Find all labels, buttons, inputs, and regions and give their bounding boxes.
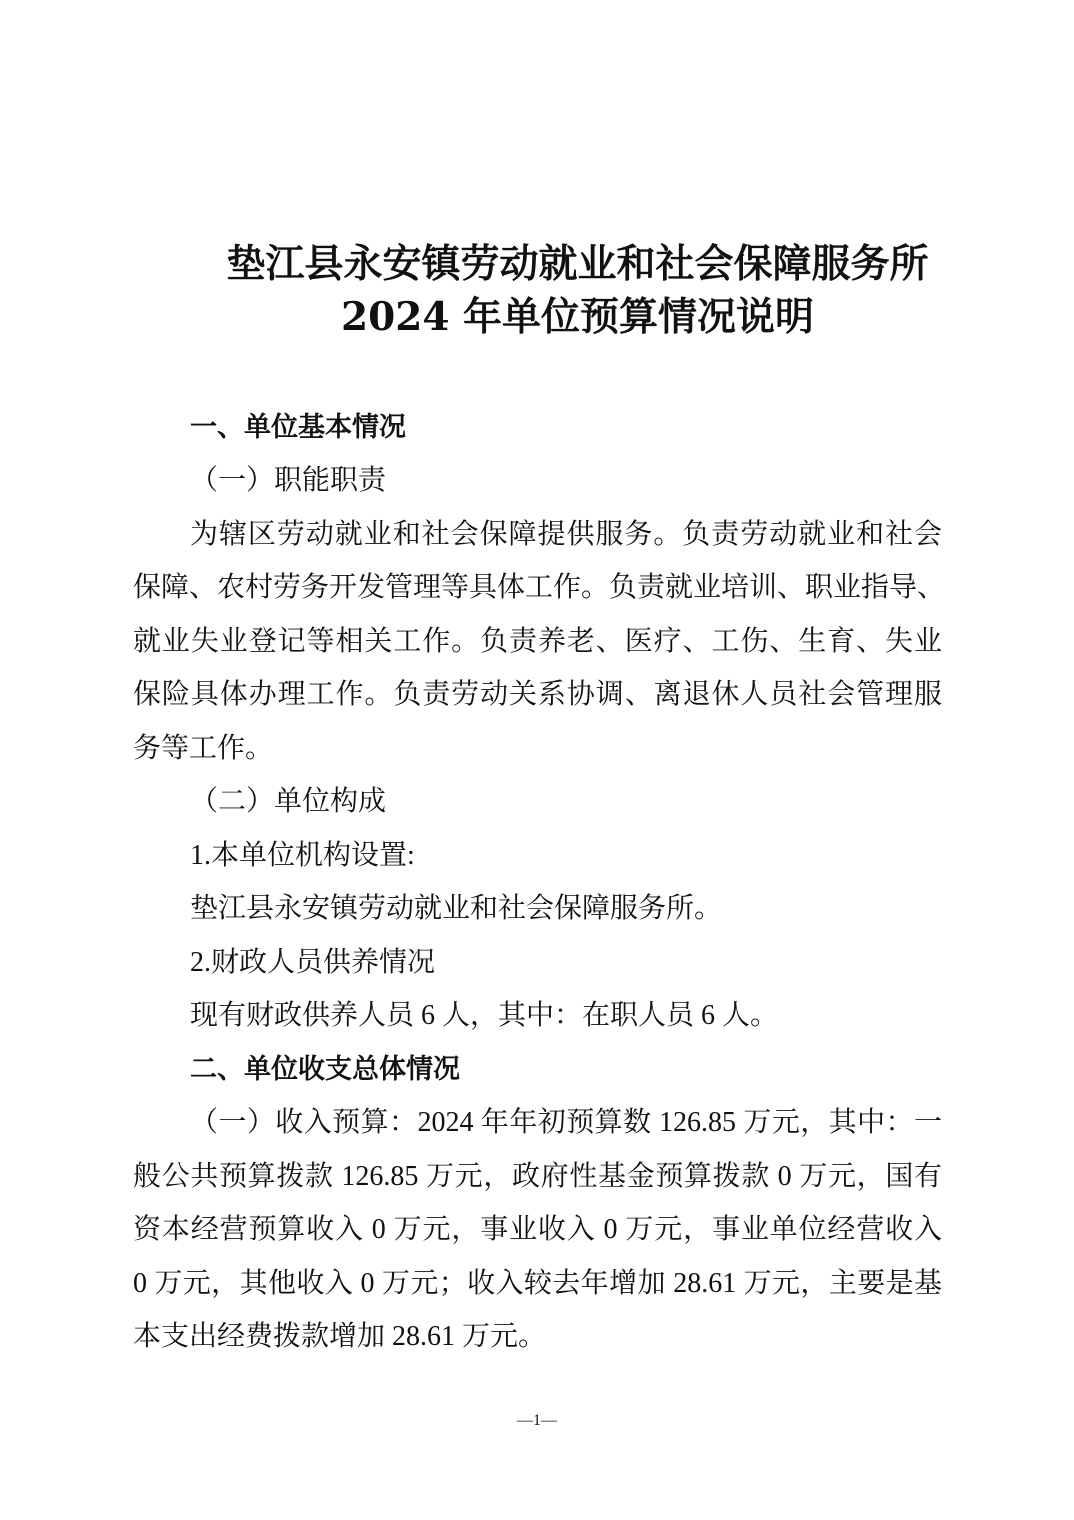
document-body <box>133 401 946 1363</box>
income-paragraph-line: 般公共预算拨款 126.85 万元，政府性基金预算拨款 0 万元，国有 <box>133 1160 942 1192</box>
duties-paragraph-line: 务等工作。 <box>133 732 274 764</box>
title-line-1: 垫江县永安镇劳动就业和社会保障服务所 <box>226 241 929 287</box>
title-line-2: 2024 年单位预算情况说明 <box>340 294 815 340</box>
income-paragraph-line: 资本经营预算收入 0 万元，事业收入 0 万元，事业单位经营收入 <box>133 1214 942 1246</box>
section-2-heading: 二、单位收支总体情况 <box>190 1053 460 1085</box>
income-paragraph-line: 0 万元，其他收入 0 万元；收入较去年增加 28.61 万元，主要是基 <box>133 1267 942 1299</box>
duties-paragraph-line: 保险具体办理工作。负责劳动关系协调、离退休人员社会管理服 <box>133 679 942 711</box>
page-number: —1— <box>517 1412 557 1429</box>
duties-paragraph-line: 就业失业登记等相关工作。负责养老、医疗、工伤、生育、失业 <box>133 625 942 657</box>
subsection-composition-heading: （二）单位构成 <box>190 786 387 818</box>
income-paragraph-line: （一）收入预算：2024 年年初预算数 126.85 万元，其中：一 <box>190 1107 942 1139</box>
duties-paragraph-line: 保障、农村劳务开发管理等具体工作。负责就业培训、职业指导、 <box>133 572 946 604</box>
document-title <box>213 238 942 344</box>
staffing-label: 2.财政人员供养情况 <box>190 946 436 978</box>
subsection-duties-heading: （一）职能职责 <box>190 465 387 497</box>
org-setup-text: 垫江县永安镇劳动就业和社会保障服务所。 <box>190 893 723 925</box>
section-1-heading: 一、单位基本情况 <box>190 412 406 443</box>
duties-paragraph-line: 为辖区劳动就业和社会保障提供服务。负责劳动就业和社会 <box>190 518 942 550</box>
income-paragraph-line: 本支出经费拨款增加 28.61 万元。 <box>133 1320 547 1352</box>
org-setup-label: 1.本单位机构设置: <box>190 839 415 871</box>
staffing-text: 现有财政供养人员 6 人，其中：在职人员 6 人。 <box>190 1000 779 1032</box>
